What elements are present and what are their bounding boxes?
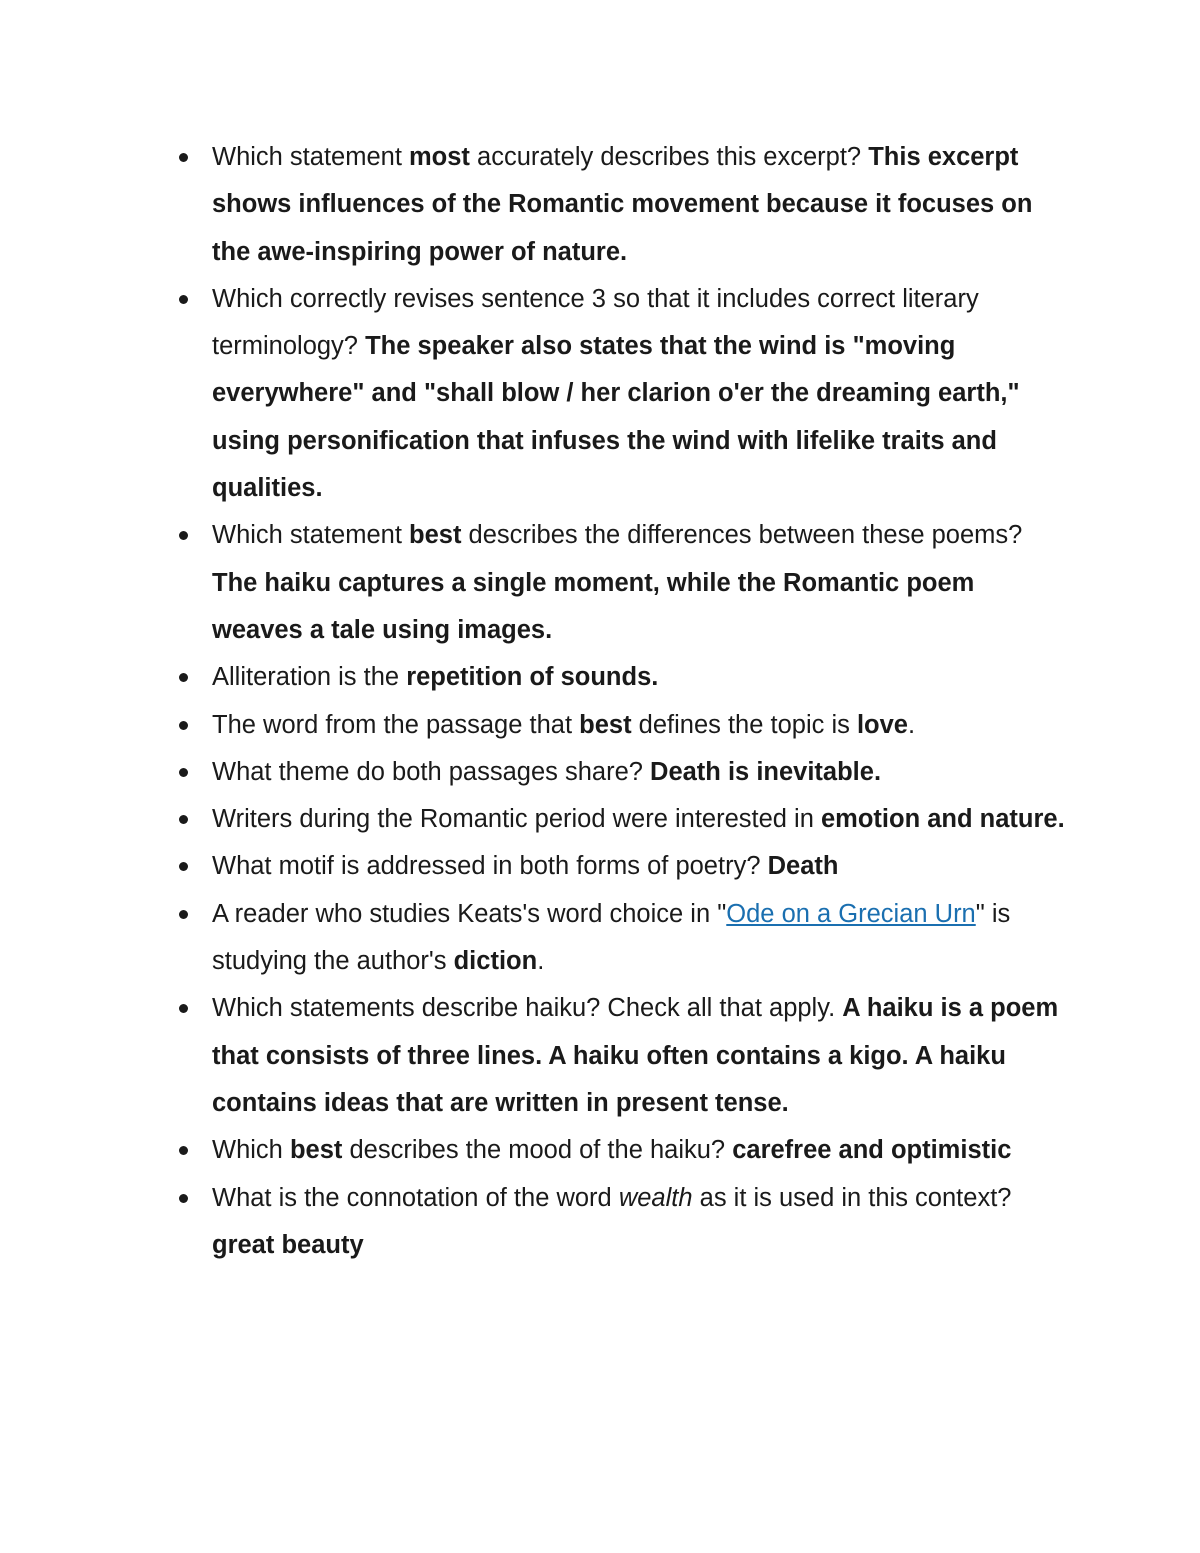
bullet-icon xyxy=(179,531,188,540)
answer-text: The speaker also states that the wind is "moving everywhere" and "shall blow / her clarion o'er the dreaming earth," using personification that infuses the wind with lifelike traits and qualities. xyxy=(212,332,1020,503)
question-text: " is studying the author's xyxy=(212,899,1011,976)
bullet-icon xyxy=(179,153,188,162)
question-text: Which statement xyxy=(212,521,409,550)
question-text: as it is used in this context? xyxy=(692,1183,1012,1212)
bullet-icon xyxy=(179,815,188,824)
bullet-icon xyxy=(179,1194,188,1203)
question-text: The word from the passage that xyxy=(212,710,580,739)
list-item xyxy=(212,654,1072,701)
question-text: Which statements describe haiku? Check all that apply. xyxy=(212,994,843,1023)
bullet-icon xyxy=(179,910,188,919)
bullet-icon xyxy=(179,1146,188,1155)
list-item xyxy=(212,749,1072,796)
emphasis-text: best xyxy=(289,1136,343,1165)
answer-text: Death xyxy=(767,852,839,881)
question-text: What theme do both passages share? xyxy=(212,757,651,786)
question-text: A reader who studies Keats's word choice in " xyxy=(212,899,727,928)
list-item xyxy=(212,134,1072,276)
answer-text: The haiku captures a single moment, while the Romantic poem weaves a tale using images. xyxy=(212,568,975,644)
bullet-icon xyxy=(179,295,188,304)
list-item xyxy=(212,843,1072,890)
bullet-icon xyxy=(179,721,188,730)
question-text: defines the topic is xyxy=(631,710,857,739)
answer-text: This excerpt shows influences of the Romantic movement because it focuses on the awe-inspiring power of nature. xyxy=(212,143,1033,266)
bullet-icon xyxy=(179,862,188,871)
study-notes-list xyxy=(212,134,1072,1269)
answer-text: great beauty xyxy=(212,1230,364,1259)
question-text: Which xyxy=(212,1136,290,1165)
ode-on-a-grecian-urn-link[interactable]: Ode on a Grecian Urn xyxy=(726,899,976,928)
bullet-icon xyxy=(179,1004,188,1013)
answer-text: love xyxy=(856,710,908,739)
list-item xyxy=(212,702,1072,749)
question-text: accurately describes this excerpt? xyxy=(469,143,869,171)
list-item xyxy=(212,512,1072,654)
question-text: Which statement xyxy=(212,143,409,171)
punctuation-text: . xyxy=(907,710,916,739)
italic-term-text: wealth xyxy=(618,1183,693,1212)
list-item xyxy=(212,1127,1072,1174)
list-item xyxy=(212,1175,1072,1270)
question-text: Writers during the Romantic period were interested in xyxy=(212,805,821,834)
answer-text: diction xyxy=(453,947,538,976)
bullet-icon xyxy=(179,673,188,682)
answer-text: repetition of sounds. xyxy=(406,663,659,692)
emphasis-text: most xyxy=(409,143,470,171)
question-text: What is the connotation of the word xyxy=(212,1183,619,1212)
list-item xyxy=(212,985,1072,1127)
emphasis-text: best xyxy=(409,521,462,550)
answer-text: carefree and optimistic xyxy=(732,1136,1012,1165)
question-text: describes the differences between these poems? xyxy=(461,521,1023,550)
question-text: Which correctly revises sentence 3 so that it includes correct literary terminology? xyxy=(212,284,979,361)
question-text: What motif is addressed in both forms of poetry? xyxy=(212,852,768,881)
answer-text: Death is inevitable. xyxy=(650,757,882,786)
question-text: describes the mood of the haiku? xyxy=(342,1136,733,1165)
list-item xyxy=(212,891,1072,986)
list-item xyxy=(212,796,1072,843)
list-item xyxy=(212,276,1072,512)
emphasis-text: best xyxy=(579,710,632,739)
punctuation-text: . xyxy=(537,947,545,976)
answer-text: A haiku is a poem that consists of three lines. A haiku often contains a kigo. A haiku contains ideas that are written in present tense. xyxy=(212,994,1059,1117)
question-text: Alliteration is the xyxy=(212,663,407,692)
answer-text: emotion and nature. xyxy=(820,805,1065,834)
bullet-icon xyxy=(179,768,188,777)
